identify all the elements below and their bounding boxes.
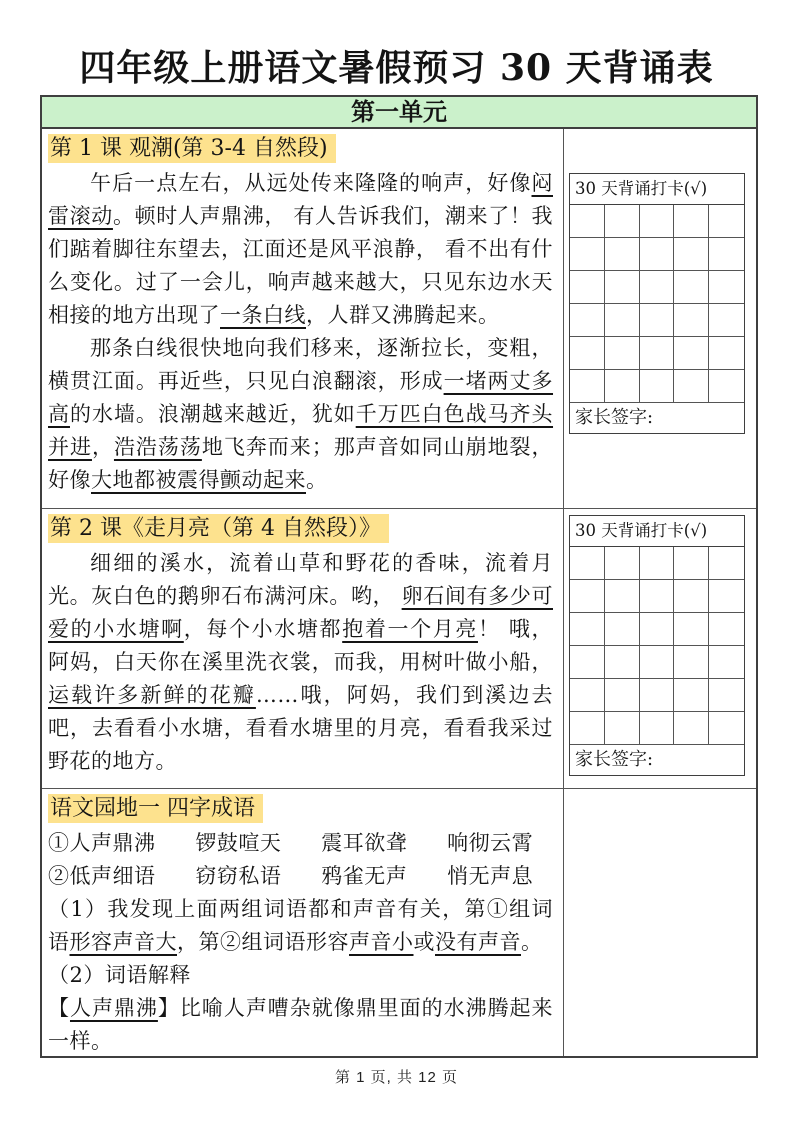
text-segment: ，人群又沸腾起来。 [306, 303, 500, 327]
checkin-cell[interactable] [709, 271, 744, 304]
page-footer: 第 1 页, 共 12 页 [334, 1069, 459, 1086]
checkin-cell[interactable] [709, 613, 744, 646]
checkin-cell[interactable] [709, 580, 744, 613]
text-segment: 细细的溪水，流着山草和野花的香味，流着月光。灰白色的鹅卵石布满河床。哟， [48, 551, 553, 608]
garden-empty-cell [564, 789, 756, 1056]
checkin-cell[interactable] [640, 304, 675, 337]
underlined-text: 一堵两丈多高 [48, 369, 554, 426]
checkin-cell[interactable] [709, 205, 744, 238]
text-segment: ①人声鼎沸 [48, 831, 156, 855]
checkin-cell[interactable] [570, 304, 605, 337]
text-segment: 或 [413, 930, 435, 954]
checkin-cell[interactable] [709, 547, 744, 580]
checkin-cell[interactable] [605, 547, 640, 580]
checkin-cell[interactable] [674, 304, 709, 337]
text-segment: 鸦雀无声 [321, 864, 408, 888]
underlined-text: 千万匹白色战马齐头并进 [48, 402, 554, 459]
checkin-cell[interactable] [605, 304, 640, 337]
checkin-cell[interactable] [709, 646, 744, 679]
underlined-text: 声音小 [349, 930, 414, 954]
checkin-card-title: 30 天背诵打卡(√) [570, 174, 744, 205]
checkin-cell[interactable] [709, 238, 744, 271]
garden-definition [48, 992, 553, 1056]
text-segment: ……哦，阿妈，我们到溪边去吧，去看看小水塘，看看水塘里的月亮，看看我采过野花的地方。 [48, 683, 554, 773]
checkin-cell[interactable] [674, 679, 709, 712]
checkin-cell[interactable] [570, 712, 605, 745]
checkin-cell[interactable] [570, 337, 605, 370]
checkin-cell[interactable] [640, 580, 675, 613]
text-segment: 。 [306, 468, 328, 492]
text-segment: 锣鼓喧天 [195, 831, 282, 855]
checkin-cell[interactable] [605, 271, 640, 304]
checkin-cell[interactable] [709, 370, 744, 403]
lesson2-checkin-cell [564, 509, 756, 788]
text-segment: 的水墙。浪潮越来越近，犹如 [69, 402, 356, 426]
idiom-row-1 [48, 827, 553, 860]
text-segment: ！ 哦， 阿妈，白天你在溪里洗衣裳，而我，用树叶做小船， [48, 617, 554, 674]
checkin-cell[interactable] [605, 370, 640, 403]
checkin-cell[interactable] [674, 370, 709, 403]
unit-header: 第一单元 [42, 97, 756, 129]
checkin-cell[interactable] [674, 337, 709, 370]
checkin-cell[interactable] [570, 679, 605, 712]
checkin-cell[interactable] [709, 679, 744, 712]
garden-note-1 [48, 893, 553, 959]
checkin-cell[interactable] [570, 613, 605, 646]
checkin-cell[interactable] [640, 547, 675, 580]
lesson2-paragraph-1 [48, 547, 553, 778]
checkin-cell[interactable] [674, 271, 709, 304]
parent-signature-label: 家长签字: [575, 749, 654, 770]
idiom-row-2 [48, 860, 553, 893]
text-segment: （1）我发现上面两组词语都和声音有关，第①组词语 [48, 897, 553, 954]
text-segment: 。顿时人声鼎沸， 有人告诉我们，潮来了！我们踮着脚往东望去，江面还是风平浪静， 看不出有什么变化。过了一会儿，响声越来越大，只见东边水天相接的地方出现了 [48, 204, 553, 327]
checkin-cell[interactable] [640, 712, 675, 745]
lesson2-heading: 第 2 课《走月亮（第 4 自然段）》 [48, 514, 389, 543]
text-segment: ②低声细语 [48, 864, 156, 888]
underlined-text: 形容声音大 [69, 930, 177, 954]
checkin-cell[interactable] [570, 547, 605, 580]
lesson1-checkin-cell [564, 129, 756, 508]
lesson2-heading-line [48, 513, 553, 545]
checkin-cell[interactable] [674, 547, 709, 580]
checkin-cell[interactable] [674, 646, 709, 679]
lesson1-heading: 第 1 课 观潮(第 3-4 自然段) [48, 134, 336, 163]
text-segment: 【 [48, 996, 70, 1020]
text-segment: 地飞奔而来；那声音如同山崩地裂，好像 [48, 435, 554, 492]
checkin-cell[interactable] [605, 205, 640, 238]
checkin-cell[interactable] [674, 613, 709, 646]
checkin-cell[interactable] [605, 337, 640, 370]
underlined-text: 闷雷滚动 [48, 171, 553, 228]
underlined-text: 没有声音 [435, 930, 521, 954]
checkin-cell[interactable] [674, 580, 709, 613]
garden-cell [42, 789, 564, 1056]
text-segment: 响彻云霄 [447, 831, 534, 855]
checkin-cell[interactable] [640, 205, 675, 238]
checkin-cell[interactable] [640, 337, 675, 370]
underlined-text: 抱着一个月亮 [342, 617, 478, 641]
checkin-cell[interactable] [674, 205, 709, 238]
checkin-cell[interactable] [570, 646, 605, 679]
checkin-cell[interactable] [605, 679, 640, 712]
checkin-cell[interactable] [640, 271, 675, 304]
underlined-text: 人声鼎沸 [69, 996, 158, 1020]
garden-heading: 语文园地一 四字成语 [48, 794, 263, 823]
lesson2-cell [42, 509, 564, 788]
checkin-cell[interactable] [640, 238, 675, 271]
checkin-card-title: 30 天背诵打卡(√) [570, 516, 744, 547]
table-row [42, 788, 756, 1056]
text-segment: ，第②组词语形容 [177, 930, 349, 954]
lesson1-cell [42, 129, 564, 508]
checkin-cell[interactable] [570, 238, 605, 271]
checkin-cell[interactable] [570, 370, 605, 403]
garden-heading-line [48, 793, 553, 825]
text-segment: ，每个小水塘都 [183, 617, 343, 641]
lesson1-paragraph-1 [48, 167, 553, 332]
checkin-card-1 [569, 173, 745, 434]
underlined-text: 一条白线 [220, 303, 306, 327]
checkin-cell[interactable] [674, 238, 709, 271]
recitation-table [40, 95, 758, 1058]
checkin-cell[interactable] [570, 205, 605, 238]
checkin-cell[interactable] [605, 580, 640, 613]
checkin-cell[interactable] [640, 613, 675, 646]
lesson1-paragraph-2 [48, 332, 553, 497]
garden-note-2: （2）词语解释 [48, 963, 191, 987]
text-segment: 震耳欲聋 [321, 831, 408, 855]
underlined-text: 卵石间有多少可爱的小水塘啊 [48, 584, 553, 641]
text-segment: 那条白线很快地向我们移来，逐渐拉长，变粗，横贯江面。再近些，只见白浪翻滚，形成 [48, 336, 553, 393]
text-segment: 窃窃私语 [195, 864, 282, 888]
checkin-cell[interactable] [605, 613, 640, 646]
checkin-cell[interactable] [605, 646, 640, 679]
text-segment: 】比喻人声嘈杂就像鼎里面的水沸腾起来一样。 [48, 996, 554, 1053]
lesson1-heading-line [48, 133, 553, 165]
text-segment: ， [91, 435, 114, 459]
checkin-grid [570, 547, 744, 745]
underlined-text: 浩浩荡荡 [113, 435, 202, 459]
page-title: 四年级上册语文暑假预习 30 天背诵表 [79, 47, 714, 89]
parent-signature-label: 家长签字: [575, 407, 654, 428]
underlined-text: 运载许多新鲜的花瓣 [48, 683, 256, 707]
table-row [42, 508, 756, 788]
checkin-cell[interactable] [640, 646, 675, 679]
text-segment: 悄无声息 [447, 864, 534, 888]
table-row [42, 129, 756, 508]
checkin-cell[interactable] [570, 271, 605, 304]
text-segment: 。 [521, 930, 543, 954]
checkin-card-2 [569, 515, 745, 776]
checkin-cell[interactable] [640, 679, 675, 712]
checkin-cell[interactable] [709, 712, 744, 745]
underlined-text: 大地都被震得颤动起来 [91, 468, 306, 492]
checkin-cell[interactable] [605, 238, 640, 271]
checkin-cell[interactable] [605, 712, 640, 745]
checkin-cell[interactable] [570, 580, 605, 613]
text-segment: 午后一点左右，从远处传来隆隆的响声，好像 [90, 171, 532, 195]
checkin-cell[interactable] [674, 712, 709, 745]
checkin-cell[interactable] [640, 370, 675, 403]
checkin-cell[interactable] [709, 337, 744, 370]
checkin-cell[interactable] [709, 304, 744, 337]
checkin-grid [570, 205, 744, 403]
